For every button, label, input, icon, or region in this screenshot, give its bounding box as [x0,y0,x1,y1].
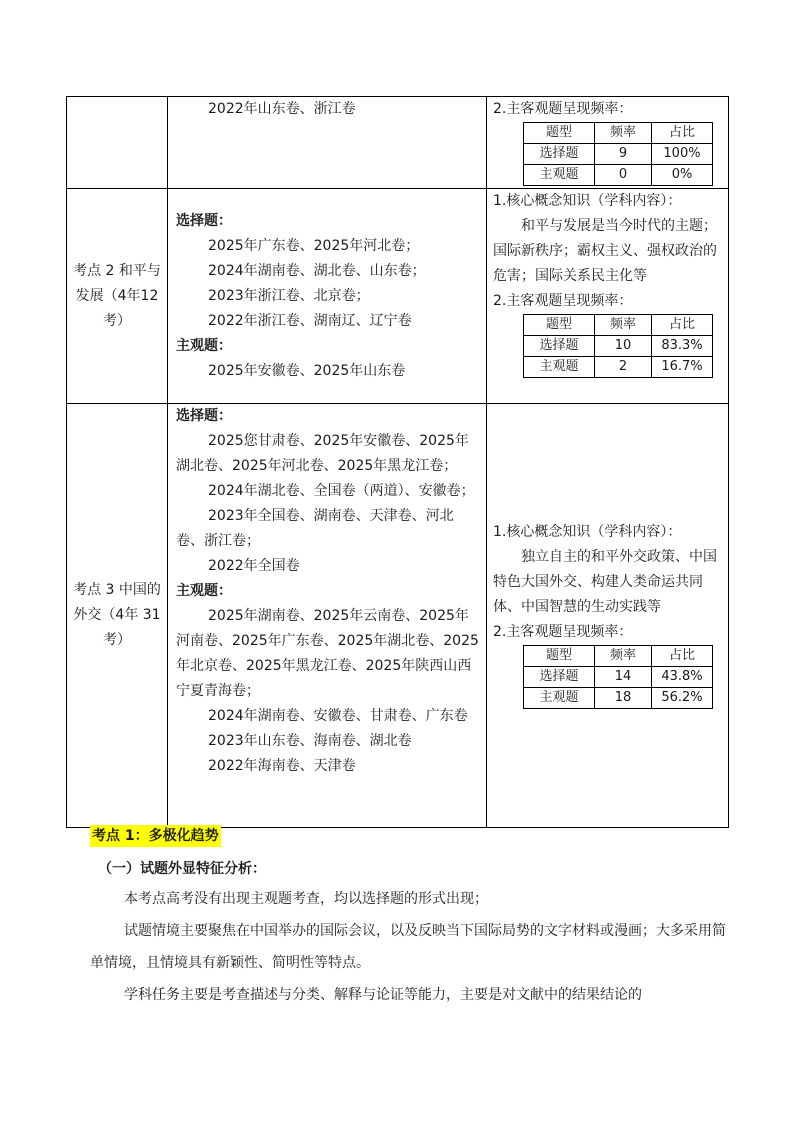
topic-cell: 考点 2 和平与发展（4年12考） [67,189,168,404]
freq-title: 2.主客观题呈现频率： [493,624,633,640]
topic-cell [67,97,168,189]
freq-title: 2.主客观题呈现频率： [493,293,633,309]
freq-header: 占比 [652,646,713,667]
paper-line: 2025年安徽卷、2025年山东卷 [208,362,406,379]
freq-header: 频率 [595,123,652,144]
freq-header: 题型 [524,646,595,667]
subsection-heading: （一）试题外显特征分析： [98,861,266,877]
frequency-table [523,122,713,186]
paper-para: 2023年全国卷、湖南卷、天津卷、河北卷、浙江卷； [176,508,454,549]
choice-label: 选择题： [176,408,232,424]
freq-title: 2.主客观题呈现频率： [493,101,633,117]
freq-cell: 选择题 [524,144,595,165]
section-heading: 考点 1：多极化趋势 [90,825,221,847]
subjective-label: 主观题： [176,337,232,354]
table-row [67,97,729,189]
papers-cell [168,97,487,189]
freq-cell: 0% [652,165,713,186]
paper-para: 2022年海南卷、天津卷 [208,758,356,774]
freq-cell: 主观题 [524,688,595,709]
table-row [67,189,729,404]
frequency-table [523,645,713,709]
paper-para: 2024年湖南卷、安徽卷、甘肃卷、广东卷 [208,708,468,724]
concept-text: 和平与发展是当今时代的主题；国际新秩序；霸权主义、强权政治的危害；国际关系民主化等 [493,218,717,284]
paper-line: 2025年广东卷、2025年河北卷； [208,237,420,254]
concept-title: 1.核心概念知识（学科内容）： [493,524,682,540]
choice-label: 选择题： [176,212,232,229]
body-paragraph: 本考点高考没有出现主观题考查，均以选择题的形式出现； [124,891,488,907]
table-row [524,667,713,688]
paper-para: 2024年湖北卷、全国卷（两道）、安徽卷； [208,483,475,499]
exam-analysis-table [66,96,729,828]
freq-header: 题型 [524,315,595,336]
table-row [524,688,713,709]
paper-para: 2025您甘肃卷、2025年安徽卷、2025年湖北卷、2025年河北卷、2025年黑龙江卷； [176,433,469,474]
table-row [524,144,713,165]
freq-cell: 主观题 [524,357,595,378]
freq-cell: 18 [595,688,652,709]
freq-cell: 100% [652,144,713,165]
analysis-cell [487,404,729,828]
table-row [524,357,713,378]
freq-cell: 56.2% [652,688,713,709]
freq-cell: 83.3% [652,336,713,357]
freq-cell: 10 [595,336,652,357]
freq-cell: 主观题 [524,165,595,186]
table-row [524,336,713,357]
topic-cell: 考点 3 中国的外交（4年 31考） [67,404,168,828]
table-row [67,404,729,828]
paper-line: 2022年山东卷、浙江卷 [208,101,356,117]
body-paragraph: 学科任务主要是考查描述与分类、解释与论证等能力，主要是对文献中的结果结论的 [124,987,642,1003]
freq-header: 频率 [595,646,652,667]
paper-para: 2022年全国卷 [208,558,300,574]
freq-header: 占比 [652,315,713,336]
table-row [524,646,713,667]
paper-line: 2023年浙江卷、北京卷； [208,287,370,304]
paper-line: 2022年浙江卷、湖南辽、辽宁卷 [208,312,412,329]
frequency-table [523,314,713,378]
paper-para: 2023年山东卷、海南卷、湖北卷 [208,733,412,749]
freq-cell: 2 [595,357,652,378]
subjective-label: 主观题： [176,583,232,599]
paper-para: 2025年湖南卷、2025年云南卷、2025年河南卷、2025年广东卷、2025年湖北卷、2025年北京卷、2025年黑龙江卷、2025年陕西山西宁夏青海卷； [176,608,479,699]
table-row [524,123,713,144]
table-row [524,165,713,186]
concept-text: 独立自主的和平外交政策、中国特色大国外交、构建人类命运共同体、中国智慧的生动实践等 [493,549,717,615]
concept-title: 1.核心概念知识（学科内容）： [493,193,682,209]
freq-cell: 43.8% [652,667,713,688]
freq-header: 频率 [595,315,652,336]
freq-cell: 0 [595,165,652,186]
freq-cell: 16.7% [652,357,713,378]
freq-cell: 选择题 [524,336,595,357]
analysis-cell [487,189,729,404]
papers-cell [168,404,487,828]
body-paragraph: 试题情境主要聚焦在中国举办的国际会议，以及反映当下国际局势的文字材料或漫画；大多采用简单情境，且情境具有新颖性、简明性等特点。 [90,923,726,971]
analysis-cell [487,97,729,189]
paper-line: 2024年湖南卷、湖北卷、山东卷； [208,262,426,279]
papers-cell [168,189,487,404]
freq-header: 占比 [652,123,713,144]
freq-cell: 选择题 [524,667,595,688]
freq-header: 题型 [524,123,595,144]
table-row [524,315,713,336]
freq-cell: 14 [595,667,652,688]
freq-cell: 9 [595,144,652,165]
